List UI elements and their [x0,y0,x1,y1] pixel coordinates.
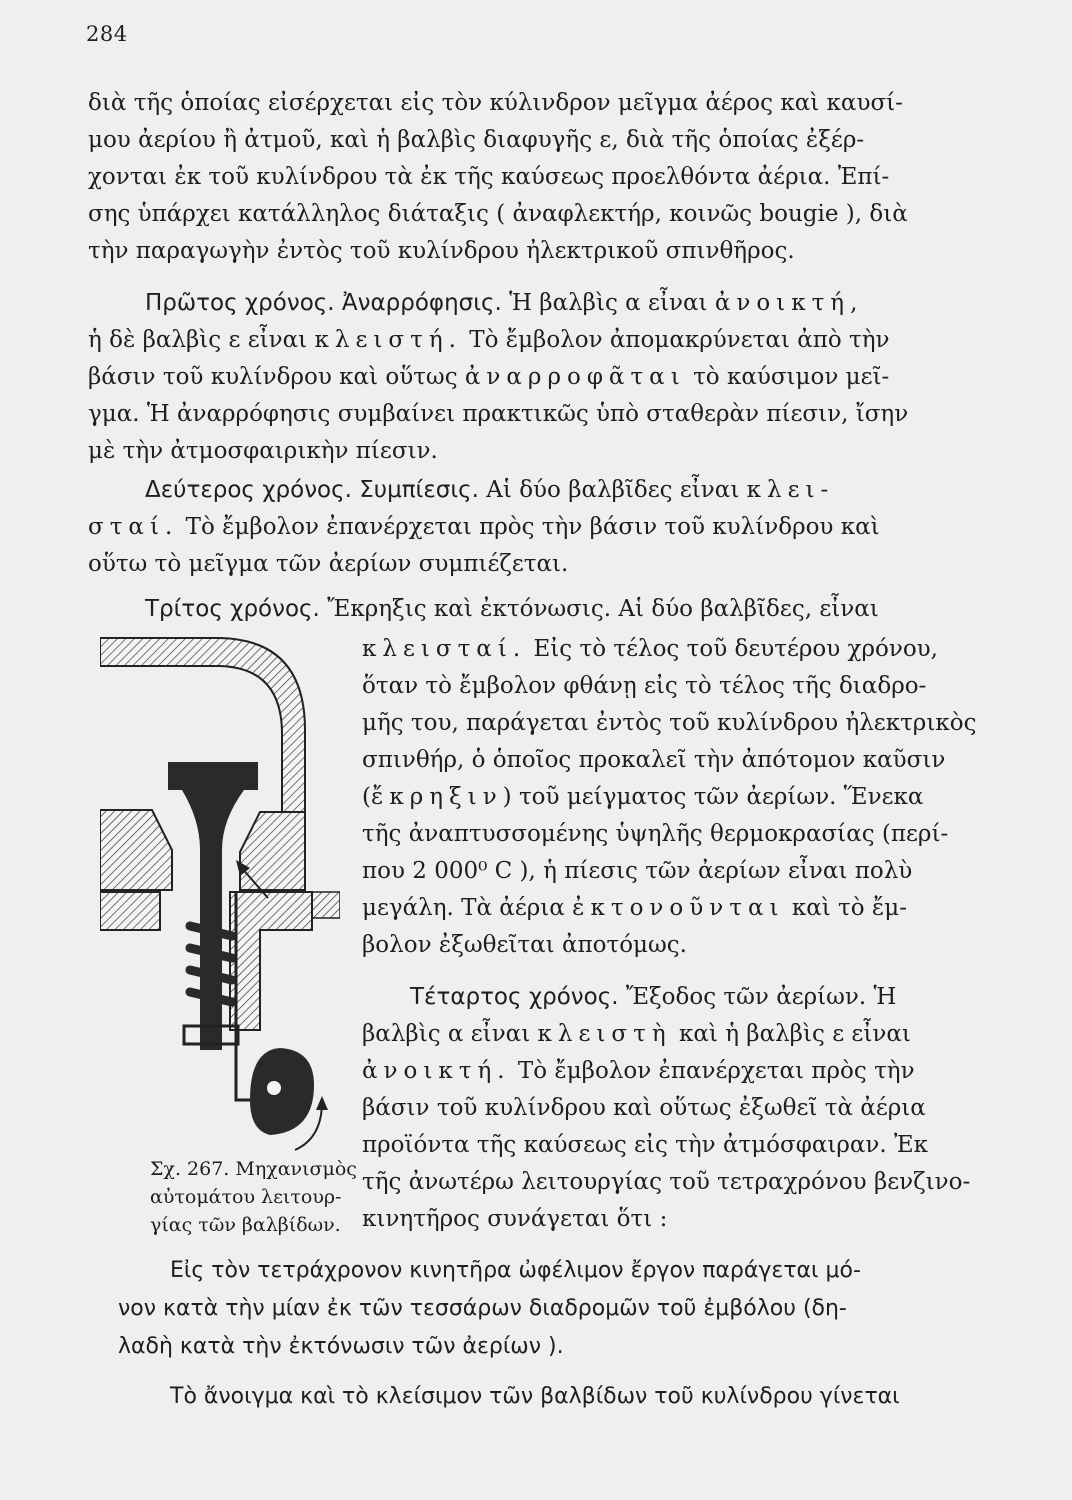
text-line: τῆς ἀναπτυσσομένης ὑψηλῆς θερμοκρασίας (περί- [362,821,949,847]
text-line: νον κατὰ τὴν μίαν ἐκ τῶν τεσσάρων διαδρομῶν τοῦ ἐμβόλου (δη- [118,1296,847,1321]
spaced-term: κλει- [746,477,835,503]
text-line: βάσιν τοῦ κυλίνδρου καὶ οὕτως ἐξωθεῖ τὰ ἀέρια [362,1095,926,1121]
spaced-term: κλεισταί. [362,636,527,662]
text-line: κινητῆρος συνάγεται ὅτι : [362,1206,668,1232]
text-line: Εἰς τὸν τετράχρονον κινητῆρα ὠφέλιμον ἔργον παράγεται μό- [170,1258,861,1283]
page-number: 284 [86,22,128,46]
text-span: ( [362,784,371,810]
text-span: καὶ ἡ βαλβὶς ε εἶναι [678,1021,911,1047]
text-line: σης ὑπάρχει κατάλληλος διάταξις ( ἀναφλεκτήρ, κοινῶς bougie ), διὰ [88,201,908,227]
text-span: βάσιν τοῦ κυλίνδρου καὶ οὕτως [88,364,458,390]
text-span: μεγάλη. Τὰ ἀέρια [362,895,565,921]
text-span: τὸ καύσιμον μεῖ- [693,364,890,390]
valve-mechanism-drawing [100,630,340,1160]
spaced-term: ἀναρροφᾶται [464,364,686,390]
text-line: διὰ τῆς ὁποίας εἰσέρχεται εἰς τὸν κύλινδρον μεῖγμα ἀέρος καὶ καυσί- [88,90,903,116]
section-heading: Τρίτος χρόνος. [145,596,320,622]
spaced-term: ἀνοικτή. [362,1058,511,1084]
text-span: ἡ δὲ βαλβὶς ε εἶναι [88,327,308,353]
text-span: Αἱ δύο βαλβῖδες, εἶναι [618,596,879,622]
text-line: χονται ἐκ τοῦ κυλίνδρου τὰ ἐκ τῆς καύσεως προελθόντα ἀέρια. Ἐπί- [88,164,890,190]
spaced-term: ἐκτονοῦνται [572,895,785,921]
text-span: Τὸ ἔμβολον ἀπομακρύνεται ἀπὸ τὴν [469,327,890,353]
text-line: μου ἀερίου ἢ ἀτμοῦ, καὶ ἡ βαλβὶς διαφυγῆς ε, διὰ τῆς ὁποίας ἐξέρ- [88,127,865,153]
caption-line: Σχ. 267. Μηχανισμὸς [150,1158,357,1180]
text-line: τὴν παραγωγὴν ἐντὸς τοῦ κυλίνδρου ἠλεκτρικοῦ σπινθῆρος. [88,238,795,264]
spaced-term: κλειστὴ [537,1021,672,1047]
text-line: ὅταν τὸ ἔμβολον φθάνῃ εἰς τὸ τέλος τῆς διαδρο- [362,673,927,699]
caption-line: αὐτομάτου λειτουρ- [150,1186,342,1208]
text-span: ) τοῦ μείγματος τῶν ἀερίων. Ἕνεκα [502,784,924,810]
section-heading: Πρῶτος χρόνος. [145,290,335,316]
spaced-term: σταί. [88,514,179,540]
section-title: Συμπίεσις. [359,477,479,503]
text-line: βολον ἐξωθεῖται ἀποτόμως. [362,932,687,958]
section-heading: Τέταρτος χρόνος. [410,984,619,1010]
spaced-term: ἀνοικτή, [714,290,864,316]
text-line: λαδὴ κατὰ τὴν ἐκτόνωσιν τῶν ἀερίων ). [118,1334,564,1359]
text-line: μὲ τὴν ἀτμοσφαιρικὴν πίεσιν. [88,438,438,464]
caption-line: γίας τῶν βαλβίδων. [150,1214,341,1236]
text-span: Τὸ ἔμβολον ἐπανέρχεται πρὸς τὴν [517,1058,915,1084]
section-heading: Δεύτερος χρόνος. [145,477,352,503]
text-span: Ἡ [873,984,897,1010]
text-line: προϊόντα τῆς καύσεως εἰς τὴν ἀτμόσφαιραν. Ἐκ [362,1132,929,1158]
text-line: τῆς ἀνωτέρω λειτουργίας τοῦ τετραχρόνου βενζινο- [362,1169,971,1195]
section-title: Ἔξοδος τῶν ἀερίων. [625,984,867,1010]
text-span: βαλβὶς α εἶναι [362,1021,531,1047]
spaced-term: κλειστή. [314,327,462,353]
text-line: που 2 000⁰ C ), ἡ πίεσις τῶν ἀερίων εἶναι πολὺ [362,858,913,884]
section-title: Ἔκρηξις καὶ ἐκτόνωσις. [327,596,612,622]
text-span: Εἰς τὸ τέλος τοῦ δευτέρου χρόνου, [533,636,938,662]
text-line: μῆς του, παράγεται ἐντὸς τοῦ κυλίνδρου ἠλεκτρικὸς [362,710,977,736]
text-span: καὶ τὸ ἔμ- [791,895,907,921]
text-span: Αἱ δύο βαλβῖδες εἶναι [486,477,740,503]
valve-mechanism-figure [100,630,340,1190]
closing-line: Τὸ ἄνοιγμα καὶ τὸ κλείσιμον τῶν βαλβίδων τοῦ κυλίνδρου γίνεται [170,1384,900,1409]
section-title: Ἀναρρόφησις. [341,290,502,316]
text-span: Ἡ βαλβὶς α εἶναι [509,290,708,316]
text-line: σπινθήρ, ὁ ὁποῖος προκαλεῖ τὴν ἀπότομον καῦσιν [362,747,946,773]
text-line: γμα. Ἡ ἀναρρόφησις συμβαίνει πρακτικῶς ὑπὸ σταθερὰν πίεσιν, ἴσην [88,401,909,427]
text-span: Τὸ ἔμβολον ἐπανέρχεται πρὸς τὴν βάσιν τοῦ κυλίνδρου καὶ [185,514,880,540]
text-line: οὕτω τὸ μεῖγμα τῶν ἀερίων συμπιέζεται. [88,551,569,577]
spaced-term: ἔκρηξιν [370,784,503,810]
